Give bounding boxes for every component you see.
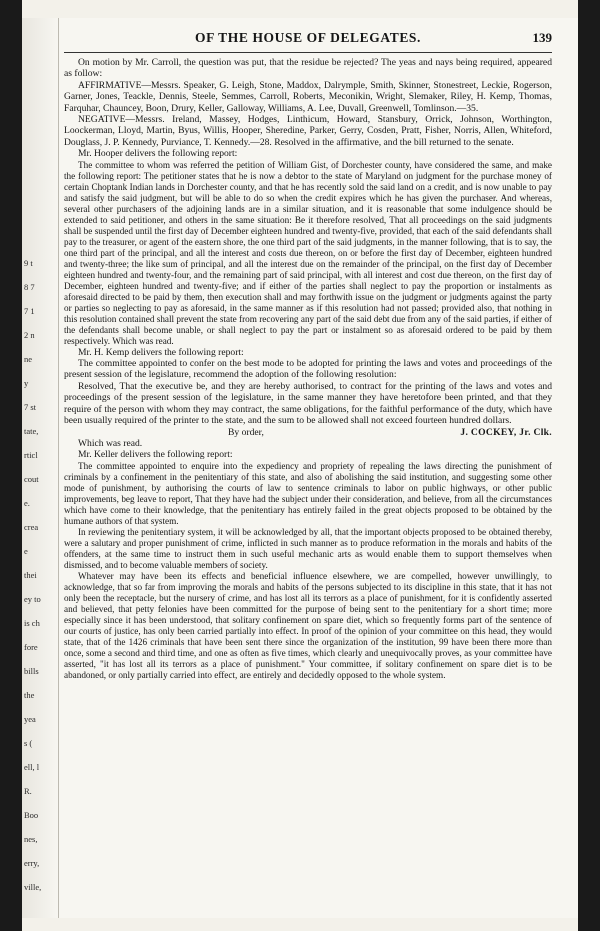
margin-fragment: ville,: [24, 882, 42, 892]
margin-fragment: R.: [24, 786, 32, 796]
margin-fragment: 9 t: [24, 258, 33, 268]
margin-fragment: crea: [24, 522, 39, 532]
margin-fragment: rticl: [24, 450, 38, 460]
margin-fragment: thei: [24, 570, 37, 580]
page-title: OF THE HOUSE OF DELEGATES.: [194, 30, 422, 45]
margin-fragment: e.: [24, 498, 30, 508]
margin-fragment: cout: [24, 474, 39, 484]
page-content: [64, 30, 552, 681]
margin-fragment: s (: [24, 738, 33, 748]
margin-fragment: Boo: [24, 810, 39, 820]
margin-fragment: fore: [24, 642, 38, 652]
margin-fragment: nes,: [24, 834, 38, 844]
margin-fragment: y: [24, 378, 29, 388]
margin-fragment: 7 st: [24, 402, 37, 412]
paragraph-penitentiary-2: In reviewing the penitentiary system, it will be acknowledged by all, that the important objects proposed to be obtained thereby, were a salutary and proper punishment of crime, inflicted in such manner as to produce reformation in the morals and habits of the offenders, at the same time to instruct them in such useful mechanic arts as would enable them to support themselves when dismissed, and to become valuable members of society.: [64, 526, 552, 570]
paragraph-negative: NEGATIVE—Messrs. Ireland, Massey, Hodges, Linthicum, Howard, Stansbury, Orrick, Johnson, Worthington, Loockerman, Lloyd, Martin, Byus, Willis, Hooper, Sheredine, Parker, Gerry, Cosden, Pratt, Fisher, Norris, Allen, Whiteford, Douglass, J. P. Kennedy, Purviance, T. Kennedy.—28. Resolved in the affirmative, and the bill returned to the senate.: [64, 114, 552, 148]
paragraph: The committee appointed to confer on the best mode to be adopted for printing the laws and votes and proceedings of the present session of the legislature, recommend the adoption of the following resolution:: [64, 358, 552, 381]
margin-fragment: tate,: [24, 426, 39, 436]
margin-fragment: ne: [24, 354, 33, 364]
margin-fragment: 7 1: [24, 306, 35, 316]
running-header: [64, 30, 552, 53]
paragraph: Mr. Hooper delivers the following report:: [78, 148, 238, 160]
clerk-name: J. COCKEY, Jr. Clk.: [460, 426, 552, 438]
paragraph: Which was read.: [78, 437, 143, 449]
paragraph: Mr. H. Kemp delivers the following report:: [78, 346, 244, 358]
gutter-margin: [22, 18, 59, 918]
page-number: 139: [532, 30, 552, 45]
paragraph-gist-report: The committee to whom was referred the petition of William Gist, of Dorchester county, have considered the same, and make the following report: The petitioner states that he is now a debtor to the state of Maryland on judgment for the purchase money of certain Choptank Indian lands in Dorchester county, and that he has recently sold the said land on a credit, and is now unable to pay and satisfy the said judgment, but will be able to do so when the credit expires which he has given the purchaser. And whereas, several other purchasers of the adjoining lands are in a similar situation, and it is reasonable that some indulgence should be extended to said petitioner, and others in the same situation: Be it therefore resolved, That all proceedings on the said judgments shall be suspended until the first day of December eighteen hundred and twenty-five, provided, that each of the said defendants shall pay to the treasurer, or agent of the eastern shore, the one third part of the said judgments, in the manner following, that is to say, the one third part of the principal, and all the interest and costs due thereon, on or before the first day of December, eighteen hundred and twenty-three; the like sum of principal, and all the interest due on the remainder of the principal, on the first day of December eighteen hundred and twenty-four, and the remaining part of said principal, with all interest and cost due thereon, on the first day of December, eighteen hundred and twenty-five; and if either of the parties shall neglect to pay the proportion or instalments as aforesaid directed to be paid by them, then execution shall and may forthwith issue on the judgment or judgments against the party or parties so neglecting to pay as aforesaid, in the same manner as if this resolution had not passed; provided also, that nothing in this resolution contained shall prevent the state from recovering any part of the said debt due from any of the said parties, if either of the defendants shall become unable, or shall neglect to pay the part or instalment so as aforesaid ordered to be paid by them respectively. Which was read.: [64, 159, 552, 346]
margin-fragment: 2 n: [24, 330, 35, 340]
margin-fragment: e: [24, 546, 28, 556]
margin-fragment: erry,: [24, 858, 40, 868]
paragraph-affirmative: AFFIRMATIVE—Messrs. Speaker, G. Leigh, Stone, Maddox, Dalrymple, Smith, Skinner, Stonestreet, Leckie, Rogerson, Garner, Jones, Teackle, Dennis, Steele, Semmes, Carroll, Roberts, Meconikin, Wright, Slemaker, Riley, H. Kemp, Thomas, Farquhar, Chauncey, Boon, Drury, Keller, Galloway, Williams, A. Lee, Duvall, Greenwell, Tomlinson.—35.: [64, 79, 552, 114]
scan-border-right: [578, 0, 600, 931]
margin-fragment: bills: [24, 666, 39, 676]
margin-fragment: is ch: [24, 618, 40, 628]
margin-fragment: 8 7: [24, 282, 35, 292]
scan-border-left: [0, 0, 22, 931]
margin-fragment: ey to: [24, 594, 41, 604]
by-order: By order,: [228, 426, 264, 438]
paragraph: On motion by Mr. Carroll, the question was put, that the residue be rejected? The yeas and nays being required, appeared as follow:: [64, 57, 552, 80]
paragraph: Mr. Keller delivers the following report:: [78, 449, 233, 461]
margin-fragment: ell, l: [24, 762, 40, 772]
paragraph-penitentiary-3: Whatever may have been its effects and beneficial influence elsewhere, we are compelled, however unwillingly, to acknowledge, that so far from improving the morals and habits of the persons subjected to its discipline in this state, that it has not only been the receptacle, but the nursery of crime, and has lost all its terrors as a place of punishment, for it is confidently asserted and believed, that petty felonies have been committed for the purpose of being sent to the penitentiary for a short time; more especially since it has been understood, that solitary confinement on spare diet, which so frequently forms part of the sentence of our courts of justice, has only been carried partially into effect. In proof of the opinion of your committee on this head, they would state, that of the 1426 criminals that have been sent there since the organization of the institution, 99 have been there more than once, some a second and third time, and one as often as five times, which clearly and unequivocally proves, as your committee have asserted, "it has lost all its terrors as a place of punishment." Your committee, if solitary confinement on spare diet is to be abandoned, or only partially carried into effect, are entirely and decidedly opposed to the whole system.: [64, 570, 552, 680]
margin-fragment: the: [24, 690, 35, 700]
book-page: [22, 18, 578, 918]
margin-fragment: yea: [24, 714, 36, 724]
paragraph-resolution: Resolved, That the executive be, and they are hereby authorised, to contract for the printing of the laws and votes and proceedings of the present session of the legislature, in the same manner they have heretofore been printed, and that they require of the person with whom they may contract, the same obligations, for the faithful performance of the duty, which have been usually required of the printer to the state, and the sum to be allowed shall not exceed fourteen hundred dollars.: [64, 380, 552, 427]
paragraph-penitentiary-1: The committee appointed to enquire into the expediency and propriety of repealing the laws directing the punishment of criminals by a confinement in the penitentiary of this state, and also of abolishing the said institution, and suggesting some other mode of punishment, by authorising the courts of law to sentence criminals to labor on public highways, or other public improvements, beg leave to report, That they have had the subject under their consideration, and believe, from all the circumstances which have come to their knowledge, that the penitentiary has entirely failed in the great objects proposed to be obtained by the humane authors of that system.: [64, 460, 552, 526]
signature-line: [64, 427, 552, 438]
